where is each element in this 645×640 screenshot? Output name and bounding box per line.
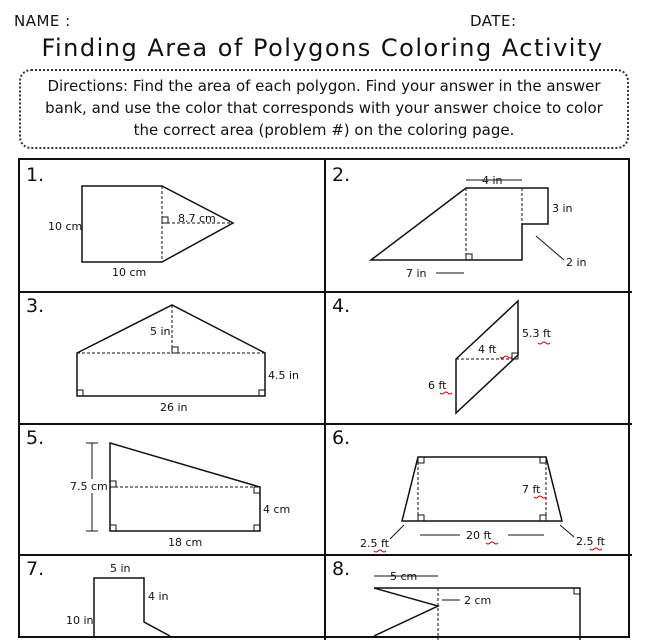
right-pointer [560, 525, 574, 537]
label-top: 4 in [482, 174, 503, 187]
spell-mark [440, 392, 452, 394]
spell-mark [500, 356, 512, 358]
problem-number: 3. [26, 295, 45, 317]
label-height: 4 ft [478, 343, 497, 356]
problem-4-figure [326, 293, 632, 423]
label-height: 10 cm [48, 220, 83, 233]
spell-mark [538, 342, 550, 344]
problem-2 [326, 160, 632, 291]
label-step: 4 in [148, 590, 169, 603]
problem-number: 1. [26, 164, 45, 186]
label-right: 2.5 ft [576, 535, 605, 548]
directions-box [19, 69, 629, 149]
right-angle-mark [254, 487, 260, 493]
left-pointer [390, 525, 404, 539]
label-base: 20 ft [466, 529, 492, 542]
label-step: 2 in [566, 256, 587, 269]
corner-mark [418, 515, 424, 521]
problem-number: 8. [332, 558, 351, 580]
label-right: 4 cm [263, 503, 291, 516]
label-top: 5 cm [390, 570, 418, 583]
problem-number: 4. [332, 295, 351, 317]
corner-mark [110, 525, 116, 531]
label-right: 3 in [552, 202, 573, 215]
label-bottom: 7 in [406, 267, 427, 280]
right-angle-mark [540, 457, 546, 463]
label-peak: 5 in [150, 325, 171, 338]
label-side: 4.5 in [268, 369, 300, 382]
problem-number: 2. [332, 164, 351, 186]
trapezoid-shape [371, 188, 548, 260]
corner-mark [540, 515, 546, 521]
label-left: 10 in [66, 614, 94, 627]
problem-5 [20, 425, 324, 554]
problem-4 [326, 293, 632, 423]
problem-8-figure [326, 556, 632, 640]
spell-mark [590, 548, 602, 550]
figure-notch [374, 588, 438, 636]
problem-8 [326, 556, 632, 640]
spell-mark [374, 550, 386, 552]
corner-mark [259, 390, 265, 396]
spell-mark [486, 542, 498, 544]
label-triangle-height: 8.7 cm [178, 212, 216, 225]
problem-7 [20, 556, 324, 640]
step-pointer [536, 236, 564, 260]
problem-6-figure [326, 425, 632, 554]
corner-mark [574, 588, 580, 594]
label-base: 18 cm [168, 536, 203, 549]
corner-mark [254, 525, 260, 531]
problem-7-figure [20, 556, 324, 640]
pentagon-shape [77, 305, 265, 396]
page-title: Finding Area of Polygons Coloring Activity [41, 34, 604, 62]
problem-number: 6. [332, 427, 351, 449]
problem-grid [18, 158, 630, 638]
problem-2-figure [326, 160, 632, 291]
label-base: 6 ft [428, 379, 447, 392]
problem-number: 7. [26, 558, 45, 580]
label-side: 5.3 ft [522, 327, 551, 340]
right-angle-mark [466, 254, 472, 260]
right-angle-mark [162, 217, 168, 223]
problem-3 [20, 293, 324, 423]
corner-mark [77, 390, 83, 396]
date-label: DATE: [470, 12, 517, 30]
right-angle-mark [172, 347, 178, 353]
right-angle-mark [110, 481, 116, 487]
problem-3-figure [20, 293, 324, 423]
right-angle-mark [418, 457, 424, 463]
problem-6 [326, 425, 632, 554]
label-left: 2.5 ft [360, 537, 389, 550]
label-left: 7.5 cm [70, 480, 108, 493]
label-height: 7 ft [522, 483, 541, 496]
figure-shape [94, 578, 170, 636]
problem-number: 5. [26, 427, 45, 449]
problem-1 [20, 160, 324, 291]
name-label: NAME : [14, 12, 71, 30]
problem-5-figure [20, 425, 324, 554]
label-top: 5 in [110, 562, 131, 575]
label-base: 26 in [160, 401, 188, 414]
spell-mark [534, 496, 546, 498]
problem-1-figure [20, 160, 324, 291]
label-base: 10 cm [112, 266, 147, 279]
label-notch: 2 cm [464, 594, 492, 607]
directions-text: Directions: Find the area of each polygon. Find your answer in the answer bank, and use the color that corresponds with your answer choice to color the correct area (problem #) on the coloring page. [45, 77, 603, 139]
